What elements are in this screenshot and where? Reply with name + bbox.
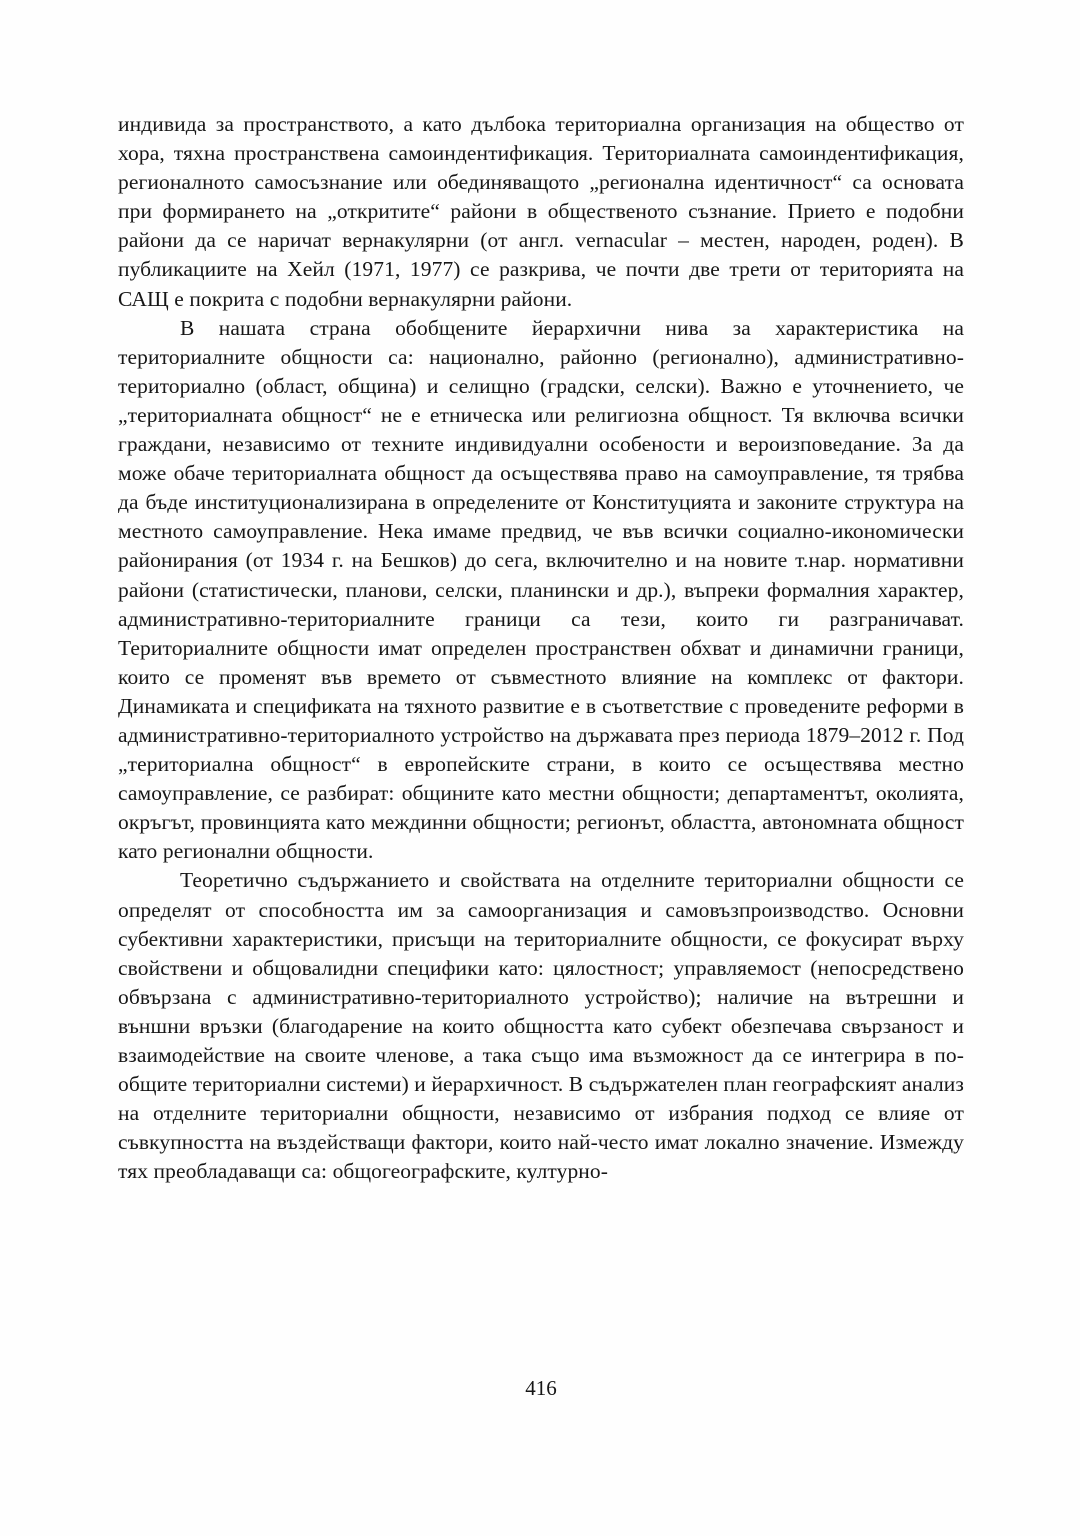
paragraph: В нашата страна обобщените йерархични нива за характеристика на териториалните общности са: национално, районно (регионално), административно-териториално (област, община) и селищно (градски, селски). Важно е уточнението, че „териториалната общност“ не е етническа или религиозна общност. Тя включва всички граждани, независимо от техните индивидуални особености и вероизповедание. За да може обаче териториалната общност да осъществява право на самоуправление, тя трябва да бъде институционализирана в определените от Конституцията и законите структура на местното самоуправление. Нека имаме предвид, че във всички социално-икономически районирания (от 1934 г. на Бешков) до сега, включително и на новите т.нар. нормативни райони (статистически, планови, селски, планински и др.), въпреки формалния характер, административно-териториалните граници са тези, които ги разграничават. Териториалните общности имат определен пространствен обхват и динамични граници, които се променят във времето от съвместното влияние на комплекс от фактори. Динамиката и спецификата на тяхното развитие е в съответствие с проведените реформи в административно-териториалното устройство на държавата през периода 1879–2012 г. Под „териториална общност“ в европейските страни, в които се осъществява местно самоуправление, се разбират: общините като местни общности; департаментът, околията, окръгът, провинцията като междинни общности; регионът, областта, автономната общност като регионални общности.: [118, 315, 964, 864]
page-number: 416: [525, 1376, 557, 1400]
paragraph: Теоретично съдържанието и свойствата на отделните териториални общности се определят от способността им за самоорганизация и самовъзпроизводство. Основни субективни характеристики, присъщи на териториалните общности, се фокусират върху свойствени и общовалидни специфики като: цялостност; управляемост (непосредствено обвързана с административно-териториалното устройство); наличие на вътрешни и външни връзки (благодарение на които общността като субект обезпечава свързаност и взаимодействие на своите членове, а така също има възможност да се интегрира в по-общите териториални системи) и йерархичност. В съдържателен план географският анализ на отделните териториални общности, независимо от избрания подход се влияе от съвкупността на въздействащи фактори, които най-често имат локално значение. Измежду тях преобладаващи са: общогеографските, културно-: [118, 868, 965, 1184]
page-text: [118, 110, 964, 1186]
paragraph-continuation: индивида за пространството, а като дълбока териториална организация на общество от хора, тяхна пространствена самоиндентификация. Териториалната самоиндентификация, регионалното самосъзнание или обединяващото „регионална идентичност“ са основата при формирането на „откритите“ райони в общественото съзнание. Прието е подобни райони да се наричат вернакулярни (от англ. vernacular – местен, народен, роден). В публикациите на Хейл (1971, 1977) се разкрива, че почти две трети от територията на САЩ е покрита с подобни вернакулярни райони.: [118, 112, 964, 311]
